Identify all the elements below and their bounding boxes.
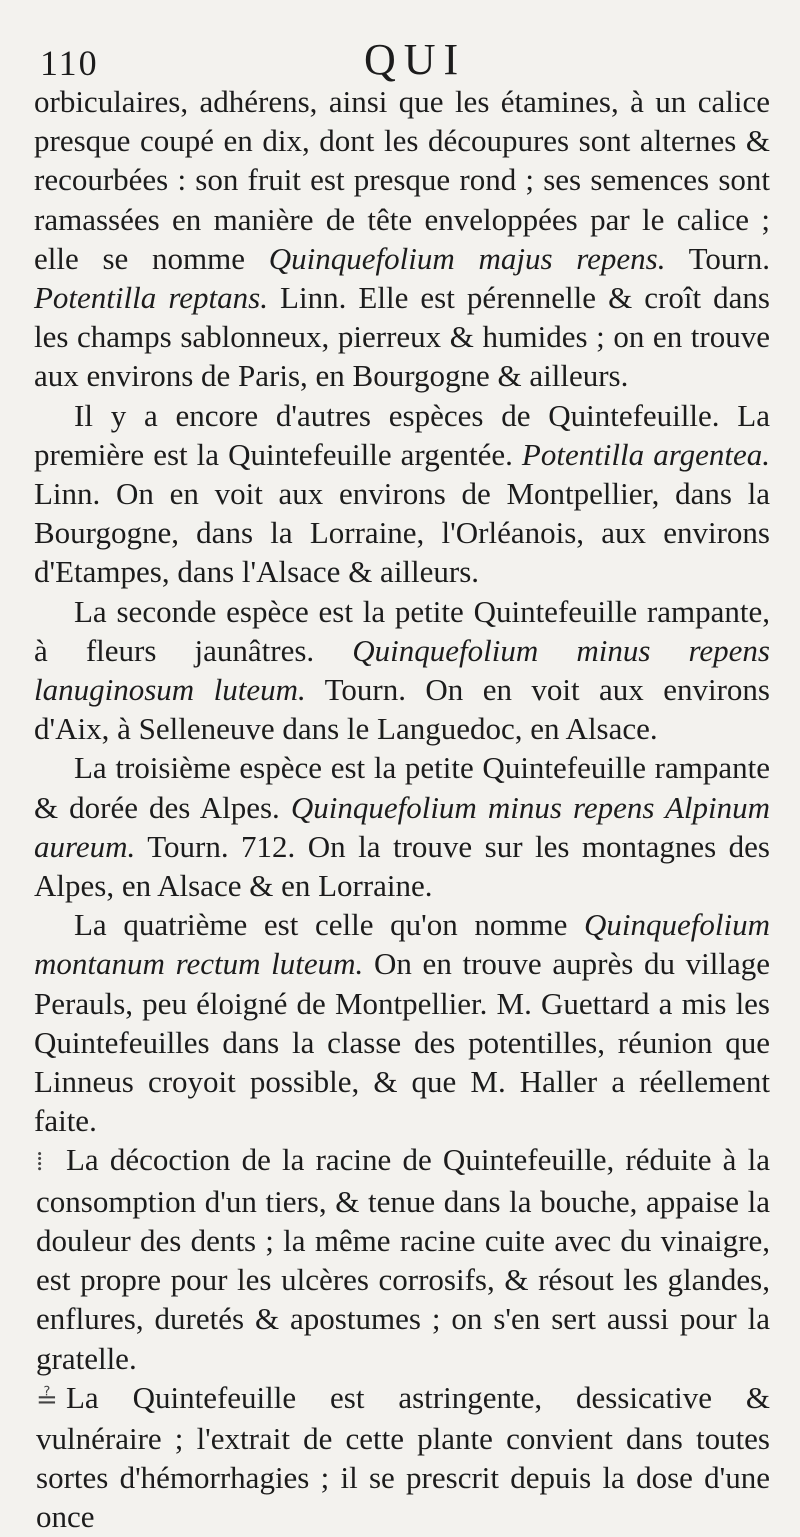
paragraph-text: On en trouve auprès du village Perauls, peu éloigné de Montpellier. M. Guettard a mis les Quintefeuilles dans la classe des potentilles, réunion que Linneus croyoit possible, & que M. Haller a réellement faite.: [34, 946, 770, 1139]
paragraph: [34, 1140, 770, 1377]
paragraph: [34, 905, 770, 1140]
paragraph-text: Linn. Elle est pérennelle & croît dans les champs sablonneux, pierreux & humides ; on en trouve aux environs de Paris, en Bourgogne & ailleurs.: [34, 280, 770, 394]
paragraph: [34, 748, 770, 905]
paragraph-text: Linn. On en voit aux environs de Montpellier, dans la Bourgogne, dans la Lorraine, l'Orléanois, aux environs d'Etampes, dans l'Alsace & ailleurs.: [34, 476, 770, 590]
paragraph-text: La décoction de la racine de Quintefeuille, réduite à la consomption d'un tiers, & tenue dans la bouche, appaise la douleur des dents ; la même racine cuite avec du vinaigre, est propre pour les ulcères corrosifs, & résout les glandes, enflures, duretés & apostumes ; on s'en sert aussi pour la gratelle.: [36, 1142, 770, 1376]
paragraph-text: Tourn. On en voit aux environs d'Aix, à Selleneuve dans le Languedoc, en Alsace.: [34, 672, 770, 747]
text-body: [34, 82, 770, 1537]
latin-name-text: Quinquefolium majus repens.: [268, 240, 666, 276]
margin-mark: ⁞: [36, 1147, 44, 1177]
latin-name-text: Potentilla reptans.: [34, 280, 268, 316]
latin-name-text: Quinquefolium minus repens Alpinum aureum.: [34, 789, 770, 864]
latin-name-text: Quinquefolium montanum rectum luteum.: [34, 907, 770, 982]
paragraph: [34, 396, 770, 592]
latin-name-text: Potentilla argentea.: [521, 436, 770, 472]
paragraph-text: La quatrième est celle qu'on nomme: [74, 907, 584, 943]
paragraph-text: orbiculaires, adhérens, ainsi que les étamines, à un calice presque coupé en dix, dont les découpures sont alternes & recourbées : son fruit est presque rond ; ses semences sont ramassées en manière de tête enveloppées par le calice ; elle se nomme: [34, 84, 770, 276]
paragraph: [34, 82, 770, 396]
latin-name-text: Quinquefolium minus repens lanuginosum luteum.: [34, 632, 770, 708]
paragraph-text: La troisième espèce est la petite Quintefeuille rampante & dorée des Alpes.: [34, 750, 770, 825]
paragraph: [34, 592, 770, 749]
paragraph: [34, 1378, 770, 1537]
paragraph-text: Il y a encore d'autres espèces de Quintefeuille. La première est la Quintefeuille argentée.: [34, 397, 770, 472]
paragraph-text: Tourn. 712. On la trouve sur les montagnes des Alpes, en Alsace & en Lorraine.: [34, 828, 770, 904]
paragraph-text: La Quintefeuille est astringente, dessicative & vulnéraire ; l'extrait de cette plante convient dans toutes sortes d'hémorrhagies ; il se prescrit depuis la dose d'une once: [36, 1379, 770, 1535]
page-number: 110: [40, 43, 99, 83]
paragraph-text: Tourn.: [665, 240, 770, 276]
margin-mark: ≟: [36, 1384, 58, 1414]
running-head: QUI: [364, 35, 467, 84]
paragraph-text: La seconde espèce est la petite Quintefeuille rampante, à fleurs jaunâtres.: [34, 593, 770, 668]
page-header: [34, 30, 770, 82]
